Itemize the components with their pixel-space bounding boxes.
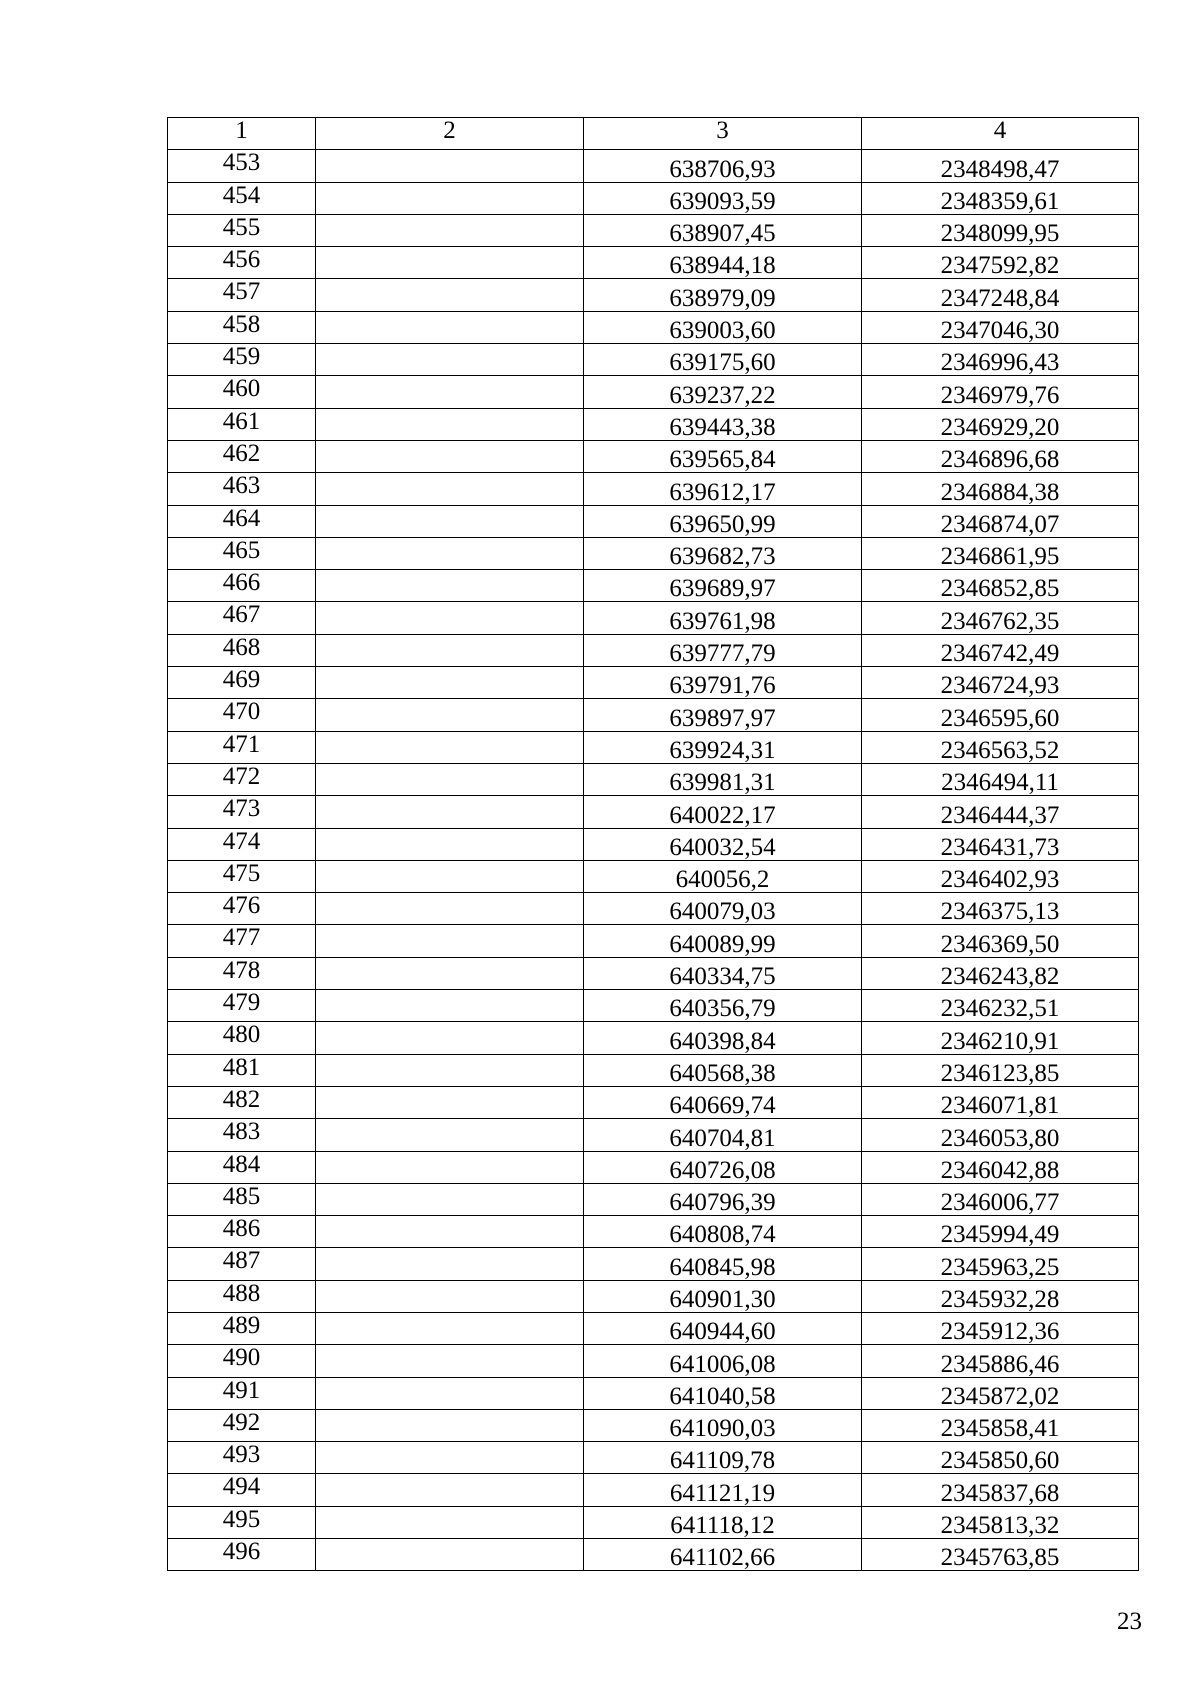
- table-row: [168, 570, 1139, 602]
- description-cell: [316, 1216, 584, 1248]
- point-number-cell: 496: [168, 1539, 316, 1571]
- point-number-cell: 478: [168, 957, 316, 989]
- point-number-cell: 474: [168, 828, 316, 860]
- point-number-cell: 479: [168, 990, 316, 1022]
- y-coordinate-cell: 2346852,85: [862, 570, 1139, 602]
- description-cell: [316, 537, 584, 569]
- table-row: [168, 1442, 1139, 1474]
- table-row: [168, 990, 1139, 1022]
- table-row: [168, 1183, 1139, 1215]
- y-coordinate-cell: 2346210,91: [862, 1022, 1139, 1054]
- table-row: [168, 473, 1139, 505]
- y-coordinate-cell: 2346053,80: [862, 1119, 1139, 1151]
- point-number-cell: 493: [168, 1442, 316, 1474]
- column-header-2: 2: [316, 118, 584, 150]
- y-coordinate-cell: 2346375,13: [862, 893, 1139, 925]
- point-number-cell: 465: [168, 537, 316, 569]
- x-coordinate-cell: 640032,54: [584, 828, 862, 860]
- point-number-cell: 481: [168, 1054, 316, 1086]
- x-coordinate-cell: 639689,97: [584, 570, 862, 602]
- description-cell: [316, 1345, 584, 1377]
- point-number-cell: 487: [168, 1248, 316, 1280]
- x-coordinate-cell: 641090,03: [584, 1409, 862, 1441]
- y-coordinate-cell: 2346563,52: [862, 731, 1139, 763]
- x-coordinate-cell: 640089,99: [584, 925, 862, 957]
- table-row: [168, 1506, 1139, 1538]
- coordinates-table-container: [167, 117, 1138, 1571]
- description-cell: [316, 376, 584, 408]
- x-coordinate-cell: 639237,22: [584, 376, 862, 408]
- y-coordinate-cell: 2345994,49: [862, 1216, 1139, 1248]
- description-cell: [316, 570, 584, 602]
- description-cell: [316, 731, 584, 763]
- table-row: [168, 893, 1139, 925]
- x-coordinate-cell: 639791,76: [584, 667, 862, 699]
- description-cell: [316, 1474, 584, 1506]
- description-cell: [316, 1248, 584, 1280]
- x-coordinate-cell: 639565,84: [584, 440, 862, 472]
- point-number-cell: 491: [168, 1377, 316, 1409]
- x-coordinate-cell: 639003,60: [584, 311, 862, 343]
- description-cell: [316, 473, 584, 505]
- description-cell: [316, 667, 584, 699]
- x-coordinate-cell: 638944,18: [584, 247, 862, 279]
- y-coordinate-cell: 2346444,37: [862, 796, 1139, 828]
- y-coordinate-cell: 2346996,43: [862, 344, 1139, 376]
- description-cell: [316, 699, 584, 731]
- x-coordinate-cell: 639443,38: [584, 408, 862, 440]
- y-coordinate-cell: 2345850,60: [862, 1442, 1139, 1474]
- description-cell: [316, 214, 584, 246]
- description-cell: [316, 1054, 584, 1086]
- table-row: [168, 957, 1139, 989]
- table-header-row: [168, 118, 1139, 150]
- point-number-cell: 461: [168, 408, 316, 440]
- table-row: [168, 634, 1139, 666]
- y-coordinate-cell: 2346762,35: [862, 602, 1139, 634]
- x-coordinate-cell: 641040,58: [584, 1377, 862, 1409]
- x-coordinate-cell: 641102,66: [584, 1539, 862, 1571]
- y-coordinate-cell: 2346369,50: [862, 925, 1139, 957]
- column-header-1: 1: [168, 118, 316, 150]
- table-row: [168, 279, 1139, 311]
- point-number-cell: 490: [168, 1345, 316, 1377]
- y-coordinate-cell: 2346896,68: [862, 440, 1139, 472]
- y-coordinate-cell: 2346979,76: [862, 376, 1139, 408]
- table-body: [168, 150, 1139, 1571]
- description-cell: [316, 796, 584, 828]
- x-coordinate-cell: 639650,99: [584, 505, 862, 537]
- table-row: [168, 344, 1139, 376]
- y-coordinate-cell: 2348498,47: [862, 150, 1139, 182]
- table-row: [168, 1539, 1139, 1571]
- x-coordinate-cell: 640022,17: [584, 796, 862, 828]
- y-coordinate-cell: 2346595,60: [862, 699, 1139, 731]
- point-number-cell: 471: [168, 731, 316, 763]
- y-coordinate-cell: 2346494,11: [862, 763, 1139, 795]
- y-coordinate-cell: 2346742,49: [862, 634, 1139, 666]
- description-cell: [316, 150, 584, 182]
- y-coordinate-cell: 2346042,88: [862, 1151, 1139, 1183]
- x-coordinate-cell: 639175,60: [584, 344, 862, 376]
- description-cell: [316, 893, 584, 925]
- y-coordinate-cell: 2347248,84: [862, 279, 1139, 311]
- description-cell: [316, 828, 584, 860]
- point-number-cell: 480: [168, 1022, 316, 1054]
- x-coordinate-cell: 640901,30: [584, 1280, 862, 1312]
- description-cell: [316, 505, 584, 537]
- table-row: [168, 214, 1139, 246]
- point-number-cell: 466: [168, 570, 316, 602]
- y-coordinate-cell: 2346123,85: [862, 1054, 1139, 1086]
- y-coordinate-cell: 2346243,82: [862, 957, 1139, 989]
- x-coordinate-cell: 638979,09: [584, 279, 862, 311]
- description-cell: [316, 1151, 584, 1183]
- point-number-cell: 456: [168, 247, 316, 279]
- point-number-cell: 467: [168, 602, 316, 634]
- y-coordinate-cell: 2345912,36: [862, 1312, 1139, 1344]
- point-number-cell: 488: [168, 1280, 316, 1312]
- point-number-cell: 468: [168, 634, 316, 666]
- coordinates-table: [167, 117, 1139, 1571]
- point-number-cell: 460: [168, 376, 316, 408]
- y-coordinate-cell: 2345763,85: [862, 1539, 1139, 1571]
- x-coordinate-cell: 640704,81: [584, 1119, 862, 1151]
- table-row: [168, 1345, 1139, 1377]
- table-row: [168, 1022, 1139, 1054]
- point-number-cell: 489: [168, 1312, 316, 1344]
- table-row: [168, 1409, 1139, 1441]
- table-row: [168, 828, 1139, 860]
- description-cell: [316, 1086, 584, 1118]
- x-coordinate-cell: 640079,03: [584, 893, 862, 925]
- table-row: [168, 247, 1139, 279]
- point-number-cell: 475: [168, 860, 316, 892]
- y-coordinate-cell: 2348359,61: [862, 182, 1139, 214]
- description-cell: [316, 1377, 584, 1409]
- x-coordinate-cell: 639682,73: [584, 537, 862, 569]
- table-row: [168, 1248, 1139, 1280]
- point-number-cell: 453: [168, 150, 316, 182]
- y-coordinate-cell: 2345813,32: [862, 1506, 1139, 1538]
- x-coordinate-cell: 639981,31: [584, 763, 862, 795]
- y-coordinate-cell: 2347046,30: [862, 311, 1139, 343]
- x-coordinate-cell: 639093,59: [584, 182, 862, 214]
- y-coordinate-cell: 2345963,25: [862, 1248, 1139, 1280]
- point-number-cell: 485: [168, 1183, 316, 1215]
- x-coordinate-cell: 640056,2: [584, 860, 862, 892]
- y-coordinate-cell: 2346402,93: [862, 860, 1139, 892]
- point-number-cell: 486: [168, 1216, 316, 1248]
- x-coordinate-cell: 640845,98: [584, 1248, 862, 1280]
- description-cell: [316, 1442, 584, 1474]
- point-number-cell: 454: [168, 182, 316, 214]
- y-coordinate-cell: 2348099,95: [862, 214, 1139, 246]
- x-coordinate-cell: 640398,84: [584, 1022, 862, 1054]
- y-coordinate-cell: 2345858,41: [862, 1409, 1139, 1441]
- table-row: [168, 311, 1139, 343]
- point-number-cell: 462: [168, 440, 316, 472]
- description-cell: [316, 182, 584, 214]
- table-row: [168, 1280, 1139, 1312]
- description-cell: [316, 1506, 584, 1538]
- y-coordinate-cell: 2345932,28: [862, 1280, 1139, 1312]
- table-row: [168, 731, 1139, 763]
- description-cell: [316, 1409, 584, 1441]
- point-number-cell: 455: [168, 214, 316, 246]
- y-coordinate-cell: 2346431,73: [862, 828, 1139, 860]
- description-cell: [316, 344, 584, 376]
- x-coordinate-cell: 640334,75: [584, 957, 862, 989]
- point-number-cell: 484: [168, 1151, 316, 1183]
- point-number-cell: 476: [168, 893, 316, 925]
- description-cell: [316, 440, 584, 472]
- table-row: [168, 1054, 1139, 1086]
- description-cell: [316, 1280, 584, 1312]
- description-cell: [316, 1022, 584, 1054]
- table-row: [168, 505, 1139, 537]
- x-coordinate-cell: 641109,78: [584, 1442, 862, 1474]
- description-cell: [316, 1539, 584, 1571]
- y-coordinate-cell: 2346071,81: [862, 1086, 1139, 1118]
- x-coordinate-cell: 640669,74: [584, 1086, 862, 1118]
- point-number-cell: 495: [168, 1506, 316, 1538]
- description-cell: [316, 279, 584, 311]
- description-cell: [316, 247, 584, 279]
- x-coordinate-cell: 639897,97: [584, 699, 862, 731]
- table-row: [168, 1151, 1139, 1183]
- column-header-3: 3: [584, 118, 862, 150]
- y-coordinate-cell: 2345886,46: [862, 1345, 1139, 1377]
- description-cell: [316, 634, 584, 666]
- table-row: [168, 1312, 1139, 1344]
- x-coordinate-cell: 640568,38: [584, 1054, 862, 1086]
- description-cell: [316, 1312, 584, 1344]
- x-coordinate-cell: 640726,08: [584, 1151, 862, 1183]
- table-row: [168, 1474, 1139, 1506]
- point-number-cell: 463: [168, 473, 316, 505]
- table-row: [168, 408, 1139, 440]
- x-coordinate-cell: 638706,93: [584, 150, 862, 182]
- x-coordinate-cell: 638907,45: [584, 214, 862, 246]
- point-number-cell: 482: [168, 1086, 316, 1118]
- table-row: [168, 667, 1139, 699]
- x-coordinate-cell: 639777,79: [584, 634, 862, 666]
- table-row: [168, 602, 1139, 634]
- description-cell: [316, 1119, 584, 1151]
- point-number-cell: 494: [168, 1474, 316, 1506]
- y-coordinate-cell: 2346861,95: [862, 537, 1139, 569]
- description-cell: [316, 1183, 584, 1215]
- x-coordinate-cell: 639612,17: [584, 473, 862, 505]
- x-coordinate-cell: 640944,60: [584, 1312, 862, 1344]
- description-cell: [316, 860, 584, 892]
- point-number-cell: 459: [168, 344, 316, 376]
- table-row: [168, 796, 1139, 828]
- point-number-cell: 477: [168, 925, 316, 957]
- point-number-cell: 469: [168, 667, 316, 699]
- x-coordinate-cell: 640796,39: [584, 1183, 862, 1215]
- x-coordinate-cell: 640356,79: [584, 990, 862, 1022]
- point-number-cell: 483: [168, 1119, 316, 1151]
- description-cell: [316, 990, 584, 1022]
- description-cell: [316, 602, 584, 634]
- table-row: [168, 1377, 1139, 1409]
- description-cell: [316, 763, 584, 795]
- table-row: [168, 150, 1139, 182]
- x-coordinate-cell: 641118,12: [584, 1506, 862, 1538]
- table-row: [168, 699, 1139, 731]
- y-coordinate-cell: 2346929,20: [862, 408, 1139, 440]
- description-cell: [316, 957, 584, 989]
- table-row: [168, 763, 1139, 795]
- point-number-cell: 472: [168, 763, 316, 795]
- table-row: [168, 860, 1139, 892]
- point-number-cell: 492: [168, 1409, 316, 1441]
- y-coordinate-cell: 2346724,93: [862, 667, 1139, 699]
- y-coordinate-cell: 2346874,07: [862, 505, 1139, 537]
- description-cell: [316, 925, 584, 957]
- y-coordinate-cell: 2345872,02: [862, 1377, 1139, 1409]
- y-coordinate-cell: 2346006,77: [862, 1183, 1139, 1215]
- table-row: [168, 925, 1139, 957]
- table-row: [168, 1086, 1139, 1118]
- point-number-cell: 457: [168, 279, 316, 311]
- y-coordinate-cell: 2345837,68: [862, 1474, 1139, 1506]
- point-number-cell: 470: [168, 699, 316, 731]
- x-coordinate-cell: 639924,31: [584, 731, 862, 763]
- table-row: [168, 537, 1139, 569]
- y-coordinate-cell: 2347592,82: [862, 247, 1139, 279]
- point-number-cell: 464: [168, 505, 316, 537]
- y-coordinate-cell: 2346232,51: [862, 990, 1139, 1022]
- column-header-4: 4: [862, 118, 1139, 150]
- table-row: [168, 1119, 1139, 1151]
- page-number: 23: [1117, 1608, 1142, 1635]
- x-coordinate-cell: 641006,08: [584, 1345, 862, 1377]
- description-cell: [316, 311, 584, 343]
- description-cell: [316, 408, 584, 440]
- point-number-cell: 473: [168, 796, 316, 828]
- table-row: [168, 182, 1139, 214]
- table-row: [168, 1216, 1139, 1248]
- table-row: [168, 440, 1139, 472]
- y-coordinate-cell: 2346884,38: [862, 473, 1139, 505]
- table-row: [168, 376, 1139, 408]
- x-coordinate-cell: 641121,19: [584, 1474, 862, 1506]
- x-coordinate-cell: 640808,74: [584, 1216, 862, 1248]
- point-number-cell: 458: [168, 311, 316, 343]
- x-coordinate-cell: 639761,98: [584, 602, 862, 634]
